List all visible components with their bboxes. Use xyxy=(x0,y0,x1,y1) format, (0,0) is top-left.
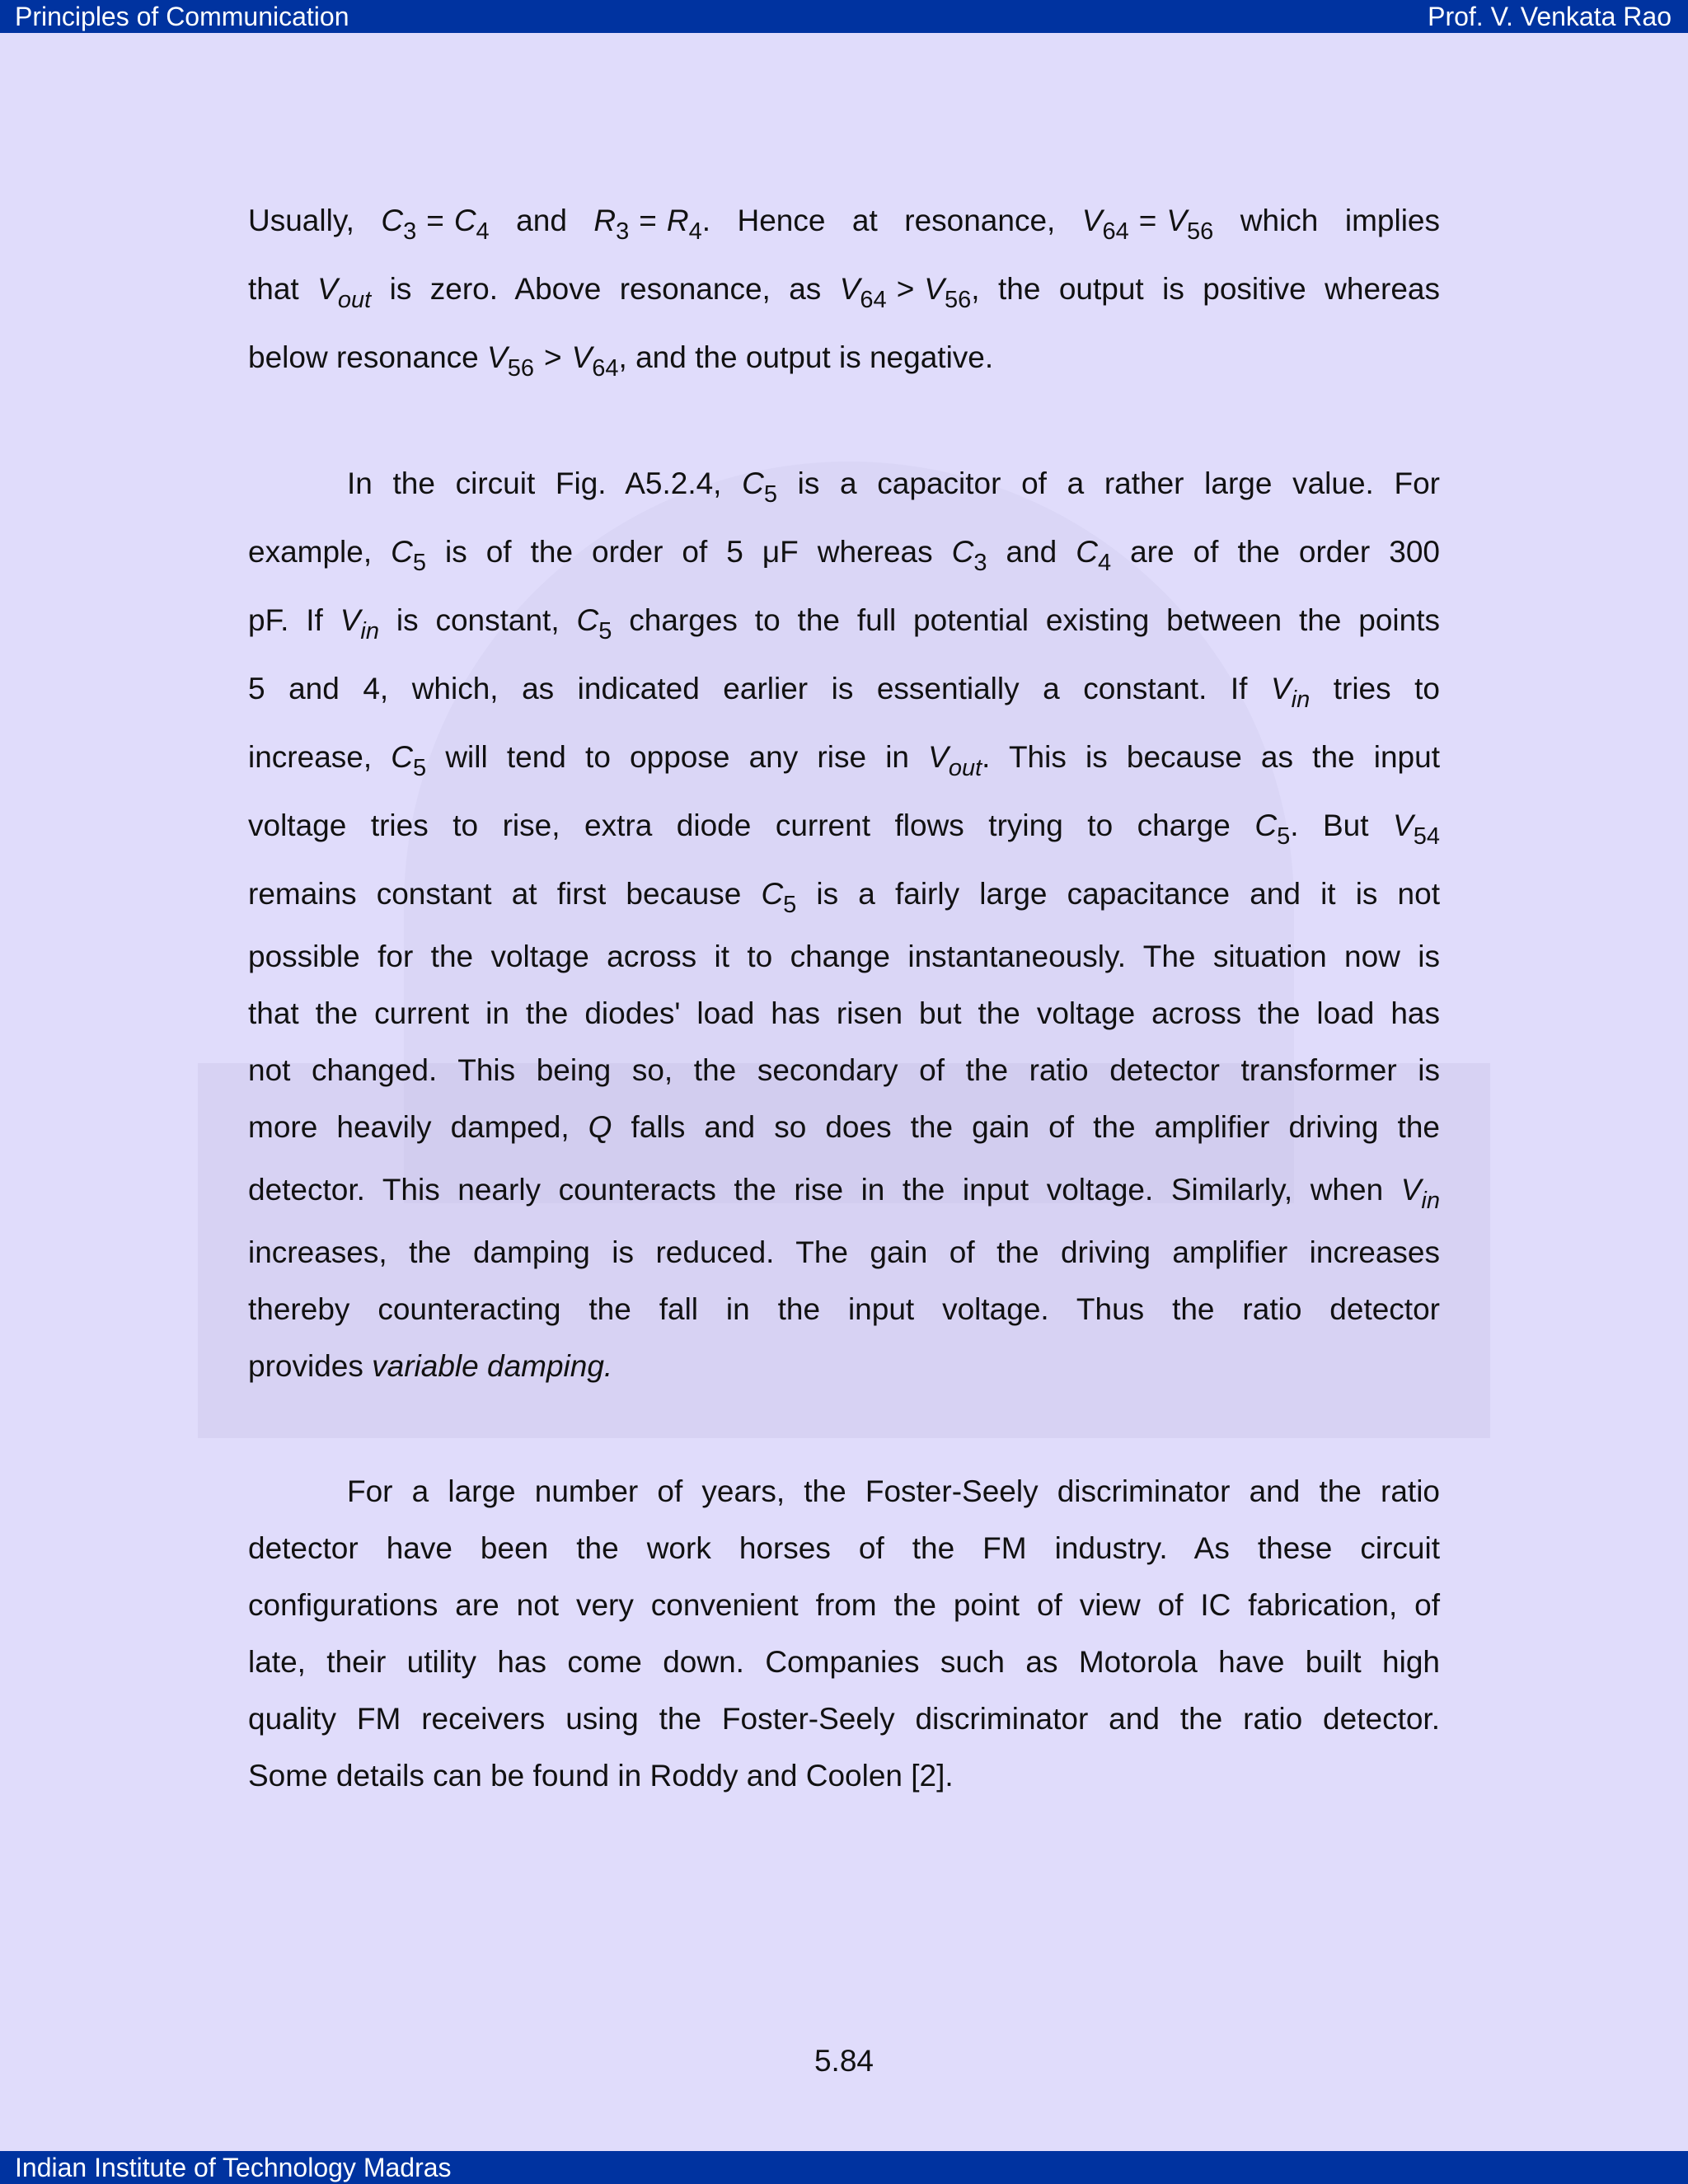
p2-line-2: example, $C_5$ is of the order of 5 μF whereas $C_3$ and $C_4$ are of the order 300 xyxy=(248,535,1440,576)
header-bar xyxy=(0,0,1688,33)
footer-bar xyxy=(0,2151,1688,2184)
p3-line-2: detector have been the work horses of the FM industry. As these circuit xyxy=(248,1531,1440,1565)
p2-line-13: increases, the damping is reduced. The gain of the driving amplifier increases xyxy=(248,1235,1440,1269)
p1-line-1: Usually, $C_3 = C_4$ and $R_3 = R_4$. Hence at resonance, $V_{64} = V_{56}$ which implies xyxy=(248,204,1440,245)
p3-line-5: quality FM receivers using the Foster-Seely discriminator and the ratio detector. xyxy=(248,1702,1440,1736)
p1-line-3: below resonance $V_{56} > V_{64}$, and the output is negative. xyxy=(248,340,994,382)
p3-line-6: Some details can be found in Roddy and Coolen [2]. xyxy=(248,1759,954,1793)
page-number: 5.84 xyxy=(814,2044,874,2078)
p2-line-8: possible for the voltage across it to change instantaneously. The situation now is xyxy=(248,940,1440,973)
paragraph-3 xyxy=(248,1463,1440,1804)
p2-line-14: thereby counteracting the fall in the input voltage. Thus the ratio detector xyxy=(248,1292,1440,1326)
paragraph-1 xyxy=(248,186,1440,391)
p1-line-2: that $V_{out}$ is zero. Above resonance, as $V_{64} > V_{56}$, the output is positive whereas xyxy=(248,272,1441,313)
p2-line-7: remains constant at first because $C_5$ is a fairly large capacitance and it is not xyxy=(248,877,1440,918)
p2-line-9: that the current in the diodes' load has risen but the voltage across the load has xyxy=(248,996,1440,1030)
header-author: Prof. V. Venkata Rao xyxy=(1428,2,1672,31)
p3-line-4: late, their utility has come down. Companies such as Motorola have built high xyxy=(248,1645,1440,1679)
p2-line-6: voltage tries to rise, extra diode current flows trying to charge $C_5$. But $V_{54}$ xyxy=(248,808,1440,850)
p2-line-10: not changed. This being so, the secondary of the ratio detector transformer is xyxy=(248,1053,1440,1087)
p3-line-1: For a large number of years, the Foster-Seely discriminator and the ratio xyxy=(347,1474,1440,1508)
p2-line-1: In the circuit Fig. A5.2.4, $C_5$ is a capacitor of a rather large value. For xyxy=(347,466,1441,508)
p2-line-4: 5 and 4, which, as indicated earlier is essentially a constant. If $V_{in}$ tries to xyxy=(248,672,1440,713)
p2-line-12: detector. This nearly counteracts the rise in the input voltage. Similarly, when $V_{in}$ xyxy=(248,1173,1440,1214)
p3-line-3: configurations are not very convenient from the point of view of IC fabrication, of xyxy=(248,1588,1440,1622)
p2-line-11: more heavily damped, Q falls and so does the gain of the amplifier driving the xyxy=(248,1110,1440,1144)
paragraph-2 xyxy=(248,449,1440,1394)
p2-line-3: pF. If $V_{in}$ is constant, $C_5$ charges to the full potential existing between the points xyxy=(248,603,1441,644)
header-course-title: Principles of Communication xyxy=(15,2,349,31)
footer-institute: Indian Institute of Technology Madras xyxy=(15,2153,452,2182)
p2-line-5: increase, $C_5$ will tend to oppose any rise in $V_{out}$. This is because as the input xyxy=(248,740,1440,781)
p2-line-15: provides variable damping. xyxy=(248,1349,613,1383)
